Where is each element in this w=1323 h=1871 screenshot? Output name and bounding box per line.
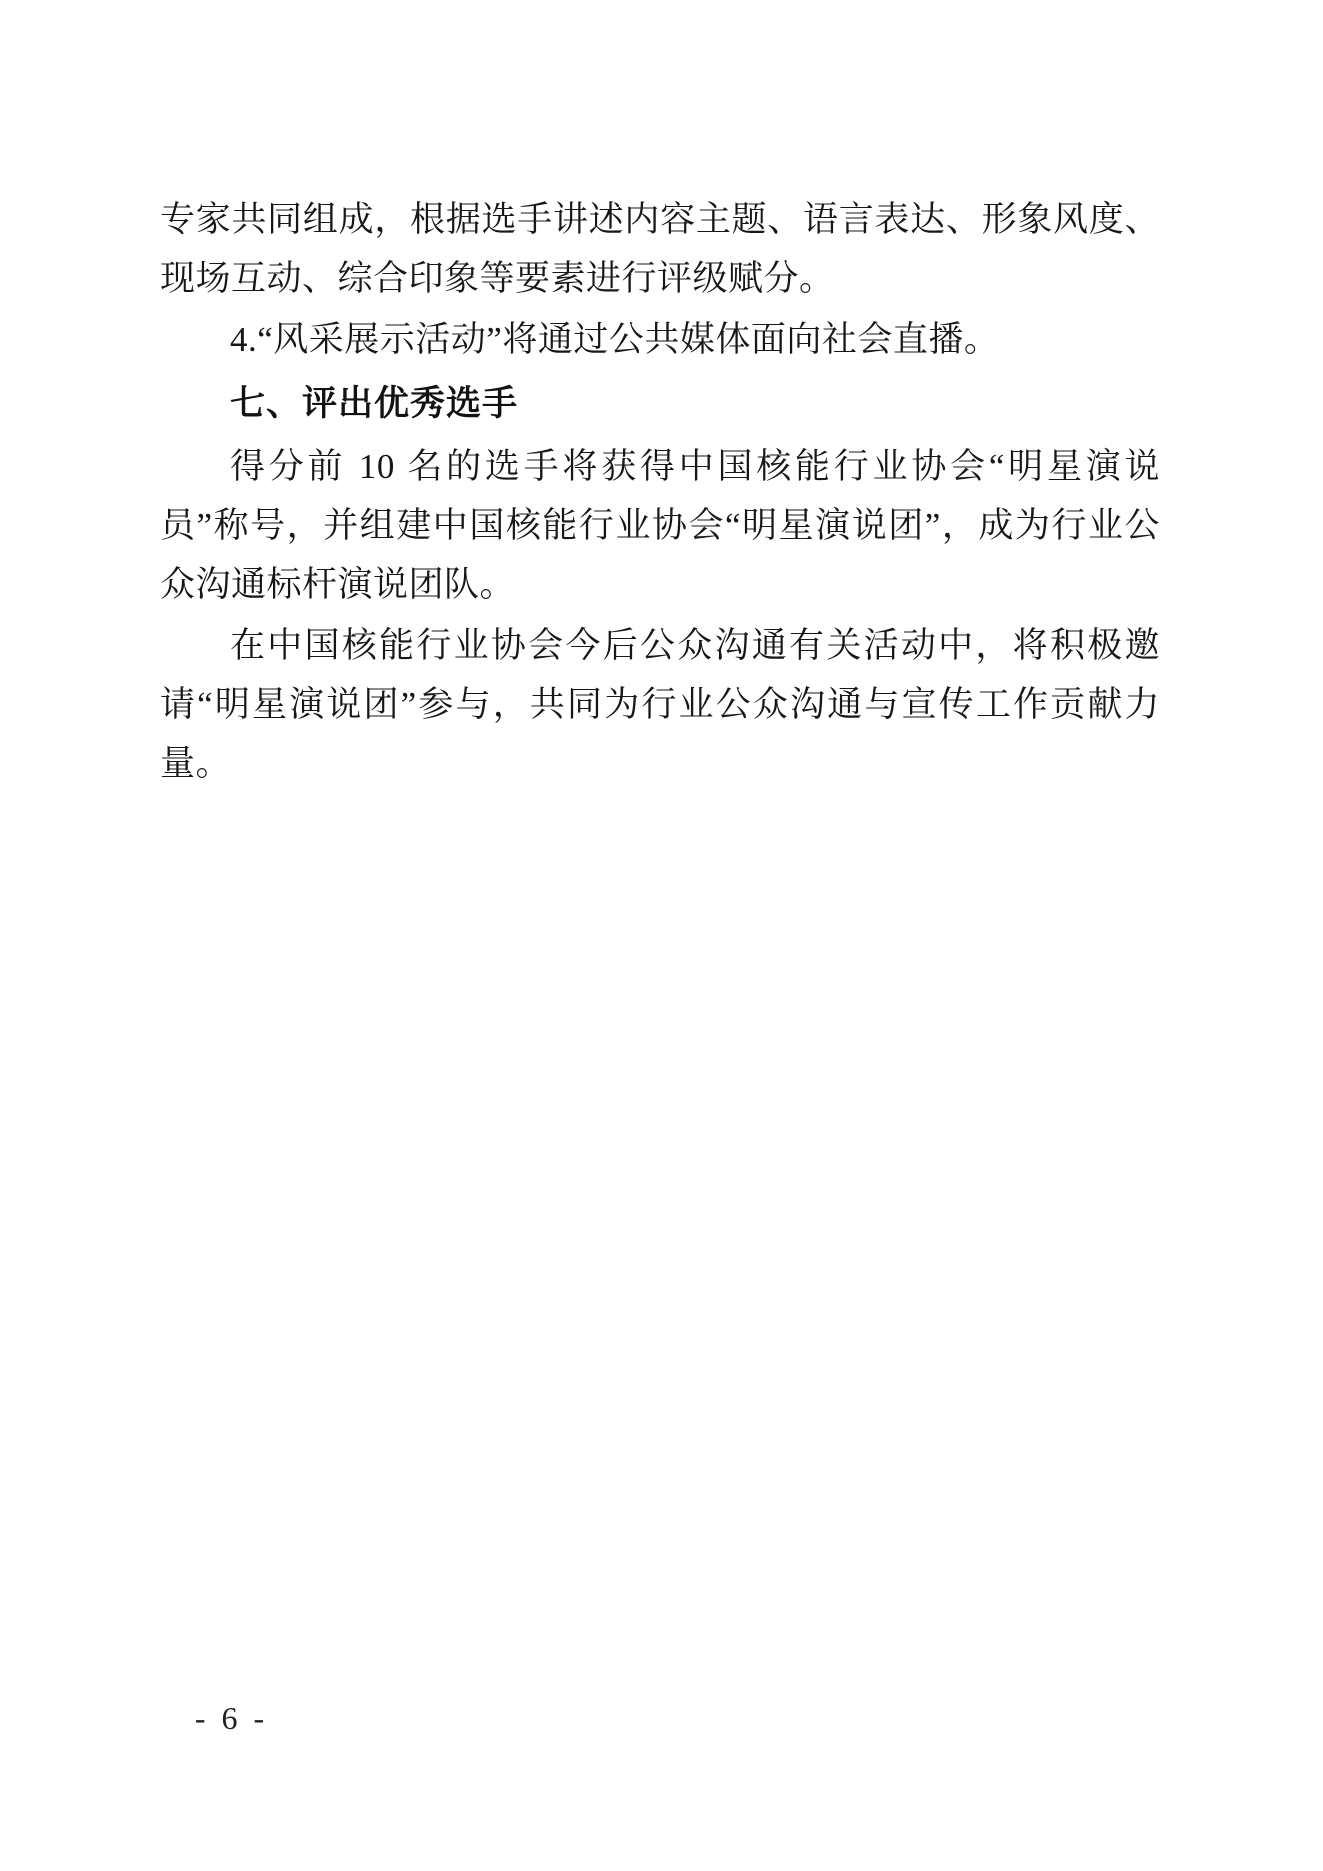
- paragraph-top-ten-speakers: 得分前 10 名的选手将获得中国核能行业协会“明星演说员”称号，并组建中国核能行业协会“明星演说团”，成为行业公众沟通标杆演说团队。: [160, 447, 1160, 604]
- section-heading-7: 七、评出优秀选手: [230, 384, 519, 423]
- paragraph-future-activities: 在中国核能行业协会今后公众沟通有关活动中，将积极邀请“明星演说团”参与，共同为行业公众沟通与宣传工作贡献力量。: [160, 626, 1160, 783]
- page-footer: [0, 1700, 1323, 1737]
- document-body: [160, 190, 1160, 795]
- page-number: - 6 -: [194, 1700, 269, 1736]
- paragraph-item-4: 4.“风采展示活动”将通过公共媒体面向社会直播。: [230, 320, 1000, 359]
- paragraph-jury-composition: 专家共同组成，根据选手讲述内容主题、语言表达、形象风度、现场互动、综合印象等要素进行评级赋分。: [160, 200, 1160, 298]
